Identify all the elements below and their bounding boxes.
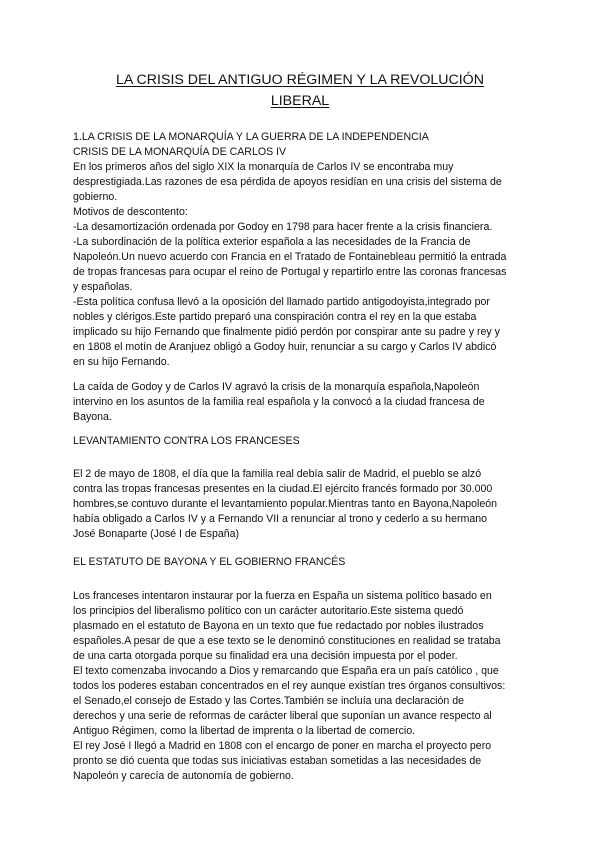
- paragraph-line: Los franceses intentaron instaurar por la fuerza en España un sistema político basado en: [73, 590, 492, 602]
- paragraph-line: implicado su hijo Fernando que finalmente pidió perdón por conspirar ante su padre y rey y: [73, 326, 500, 338]
- paragraph-line: nobles y clérigos.Este partido preparó una conspiración contra el rey en la que estaba: [73, 311, 477, 323]
- paragraph-line: José Bonaparte (José I de España): [73, 528, 240, 540]
- paragraph-line: pronto se dió cuenta que todas sus iniciativas estaban sometidas a las necesidades de: [73, 755, 482, 767]
- paragraph-line: EL ESTATUTO DE BAYONA Y EL GOBIERNO FRANCÉS: [73, 556, 346, 568]
- paragraph-line: 1.LA CRISIS DE LA MONARQUÍA Y LA GUERRA DE LA INDEPENDENCIA: [73, 131, 429, 143]
- document-title-line-2: LIBERAL: [270, 93, 330, 109]
- paragraph-line: LEVANTAMIENTO CONTRA LOS FRANCESES: [73, 435, 300, 447]
- paragraph-line: de tropas francesas para ocupar el reino de Portugal y repartirlo entre las coronas francesas: [73, 266, 507, 278]
- paragraph-line: CRISIS DE LA MONARQUÍA DE CARLOS IV: [73, 146, 287, 158]
- paragraph-line: hombres,se contuvo durante el levantamiento popular.Mientras tanto en Bayona,Napoleón: [73, 498, 498, 510]
- paragraph-line: y españolas.: [73, 281, 133, 293]
- paragraph-line: contra las tropas francesas presentes en la ciudad.El ejército francés formado por 30.000: [73, 483, 493, 495]
- paragraph-line: El 2 de mayo de 1808, el día que la familia real debía salir de Madrid, el pueblo se alzó: [73, 468, 482, 480]
- paragraph-line: Antiguo Régimen, como la libertad de imprenta o la libertad de comercio.: [73, 725, 416, 737]
- document-title-line-1: LA CRISIS DEL ANTIGUO RÉGIMEN Y LA REVOLUCIÓN: [116, 72, 484, 88]
- paragraph-line: en 1808 el motín de Aranjuez obligó a Godoy huir, renunciar a su cargo y Carlos IV abdicó: [73, 341, 497, 353]
- paragraph-line: gobierno.: [73, 191, 118, 203]
- paragraph-line: intervino en los asuntos de la familia real española y la convocó a la ciudad francesa de: [73, 396, 485, 408]
- paragraph-line: El texto comenzaba invocando a Dios y remarcando que España era un país católico , que: [73, 665, 499, 677]
- paragraph-line: La caída de Godoy y de Carlos IV agravó la crisis de la monarquía española,Napoleón: [73, 381, 480, 393]
- paragraph-line: Napoleón y carecía de autonomía de gobierno.: [73, 770, 294, 782]
- paragraph-line: el Senado,el consejo de Estado y las Cortes.También se incluía una declaración de: [73, 695, 465, 707]
- paragraph-line: Motivos de descontento:: [73, 206, 188, 218]
- paragraph-line: los principios del liberalismo político con un carácter autoritario.Este sistema quedó: [73, 605, 464, 617]
- paragraph-line: -La desamortización ordenada por Godoy en 1798 para hacer frente a la crisis financiera.: [73, 221, 493, 233]
- paragraph-line: plasmado en el estatuto de Bayona en un texto que fue redactado por nobles ilustrados: [73, 620, 484, 632]
- paragraph-line: de una carta otorgada porque su finalidad era una decisión impuesta por el poder.: [73, 650, 458, 662]
- paragraph-line: desprestigiada.Las razones de esa pérdida de apoyos residían en una crisis del sistema de: [73, 176, 502, 188]
- paragraph-line: El rey José I llegó a Madrid en 1808 con el encargo de poner en marcha el proyecto pero: [73, 740, 492, 752]
- paragraph-line: Bayona.: [73, 411, 112, 423]
- paragraph-line: españoles.A pesar de que a ese texto se le denominó constituciones en realidad se trataba: [73, 635, 501, 647]
- paragraph-line: -Esta política confusa llevó a la oposición del llamado partido antigodoyista,integrado por: [73, 296, 490, 308]
- paragraph-line: todos los poderes estaban concentrados en el rey aunque existían tres órganos consultivos:: [73, 680, 506, 692]
- paragraph-line: En los primeros años del siglo XIX la monarquía de Carlos IV se encontraba muy: [73, 161, 454, 173]
- paragraph-line: había obligado a Carlos IV y a Fernando VII a renunciar al trono y cederlo a su hermano: [73, 513, 487, 525]
- paragraph-line: derechos y una serie de reformas de carácter liberal que suponían un avance respecto al: [73, 710, 492, 722]
- paragraph-line: -La subordinación de la política exterior española a las necesidades de la Francia de: [73, 236, 471, 248]
- paragraph-line: en su hijo Fernando.: [73, 356, 170, 368]
- paragraph-line: Napoleón.Un nuevo acuerdo con Francia en el Tratado de Fontainebleau permitió la entrada: [73, 251, 507, 263]
